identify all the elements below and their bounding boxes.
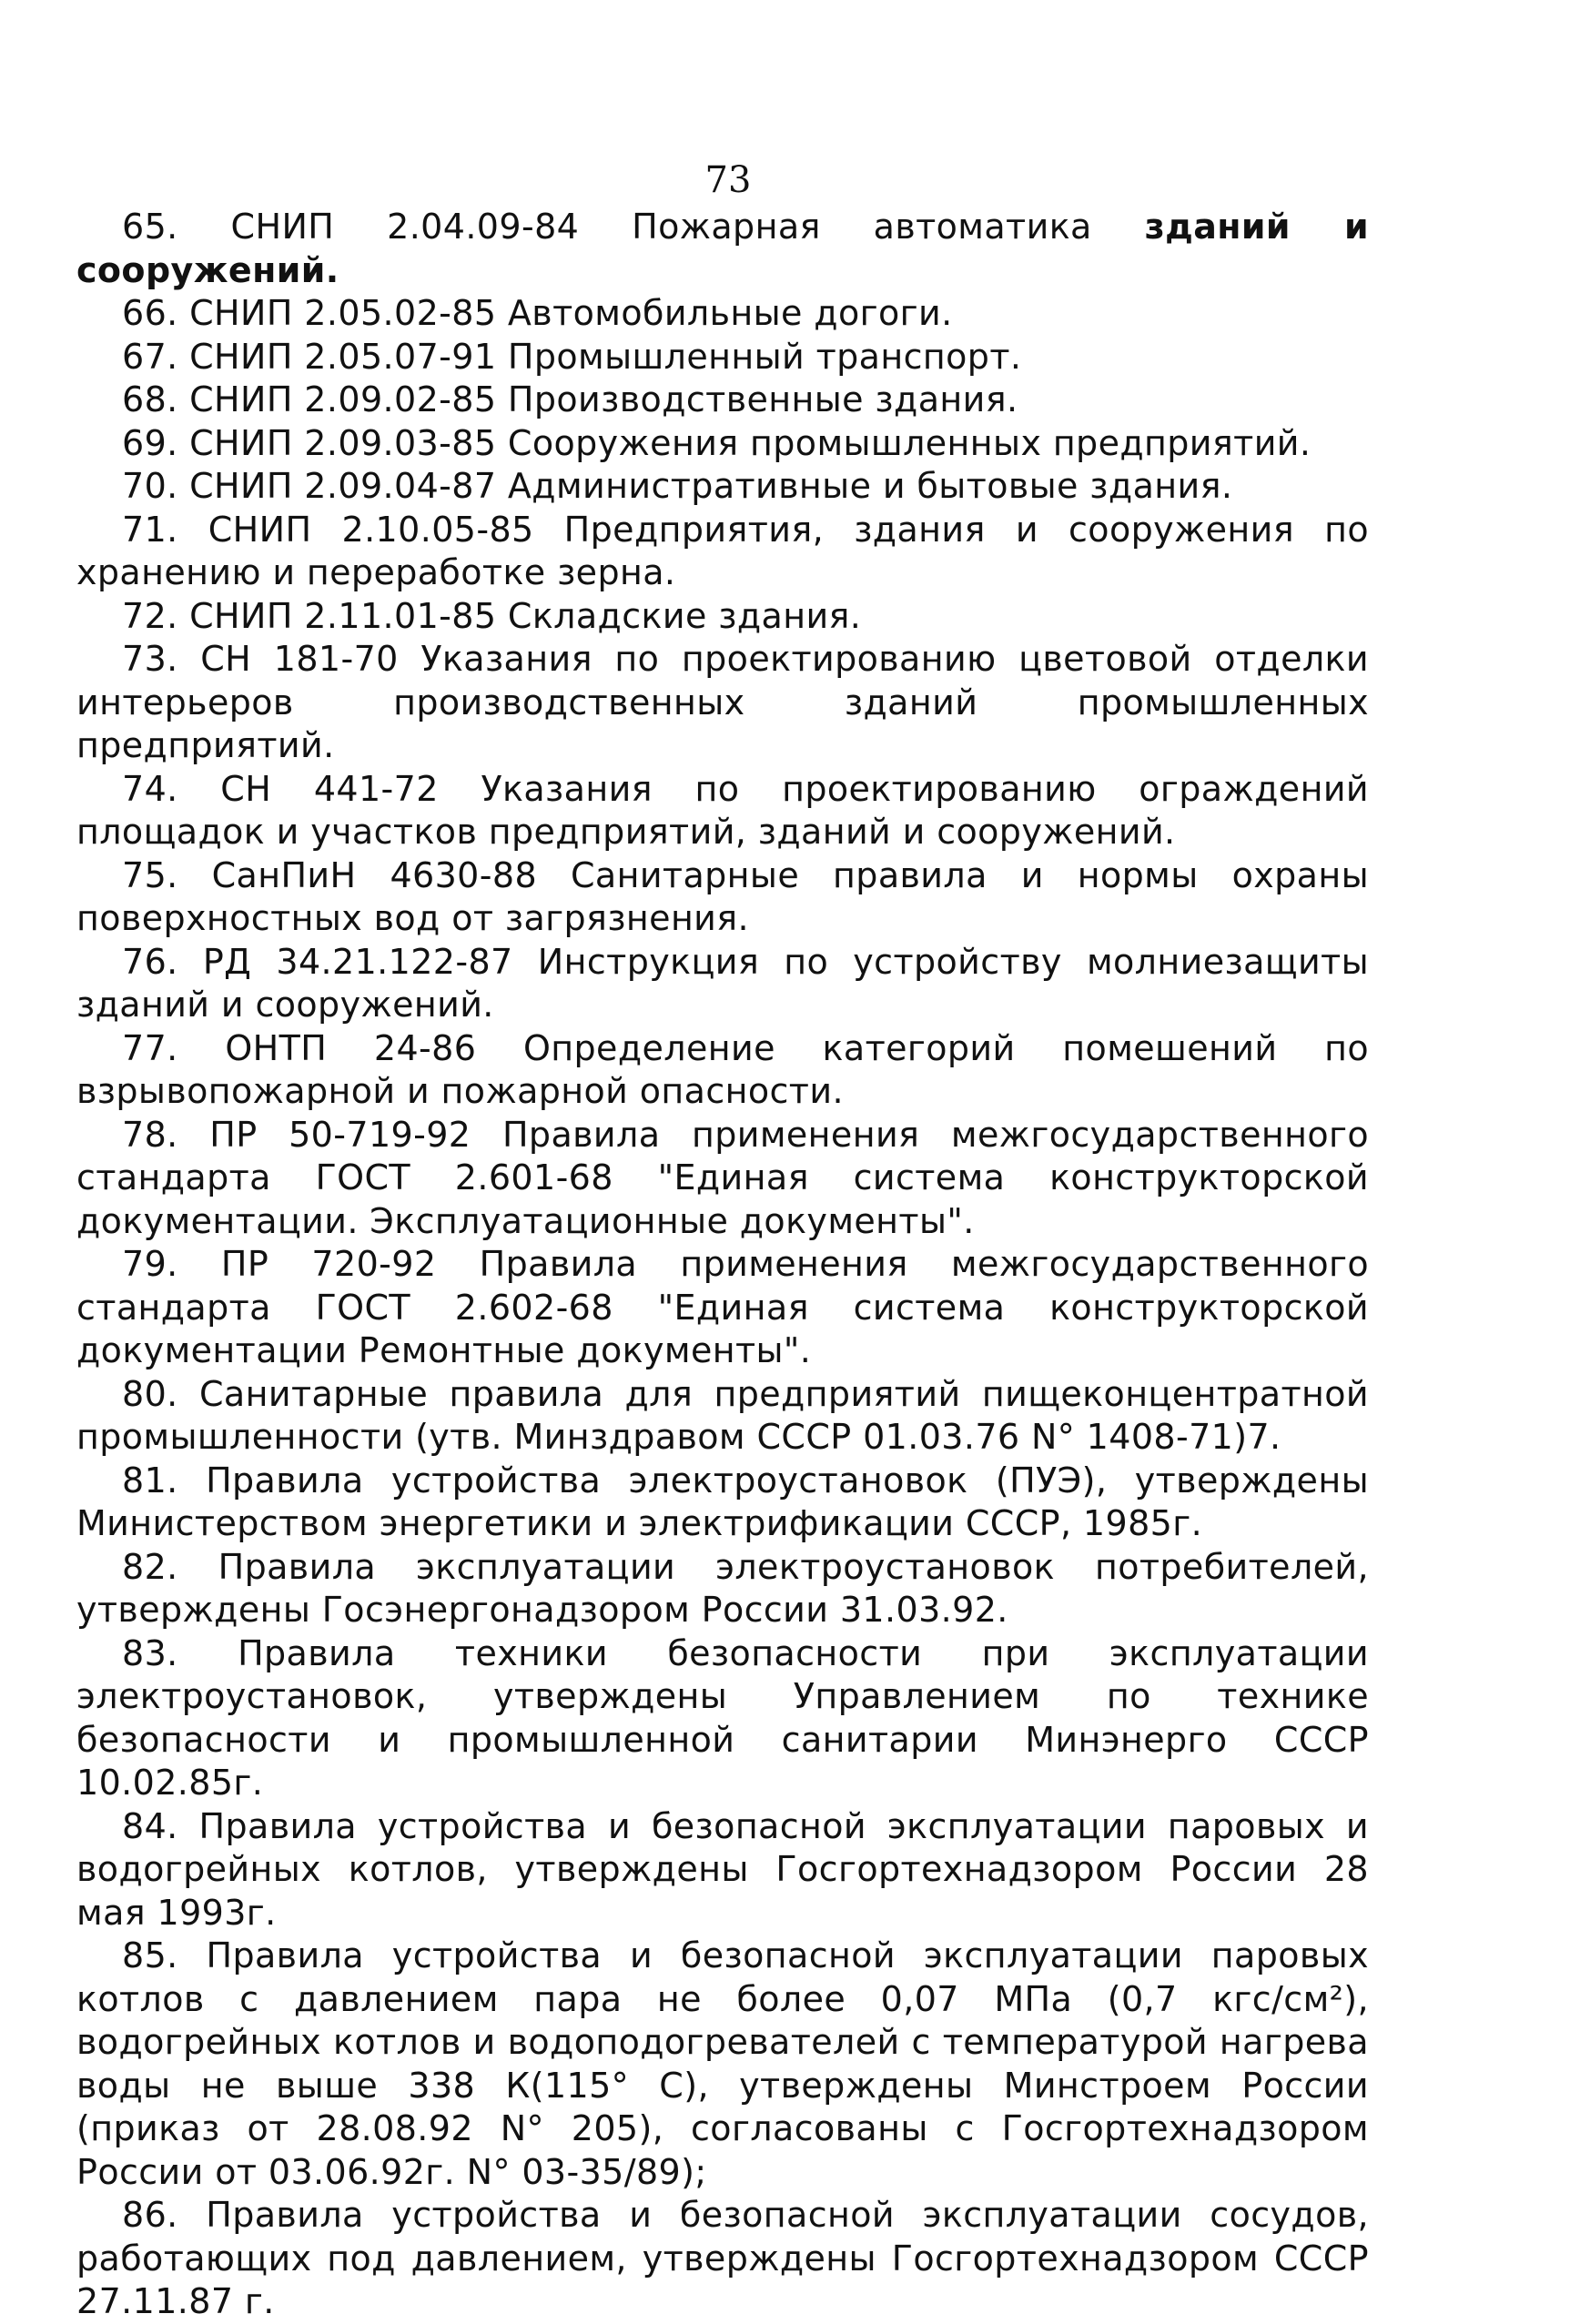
entry-number: 65.: [122, 207, 178, 247]
reference-list: [76, 206, 1369, 2324]
entry-text: Правила устройства и безопасной эксплуатации сосудов, работающих под давлением, утверждены Госгортехнадзором СССР 27.11.87 г.: [76, 2195, 1369, 2321]
entry-text: ПР 720-92 Правила применения межгосударственного стандарта ГОСТ 2.602-68 "Единая система конструкторской документации Ремонтные документы".: [76, 1244, 1370, 1370]
entry-number: 83.: [122, 1632, 178, 1673]
entry-number: 67.: [122, 336, 178, 377]
entry-text-bold: зданий и сооружений.: [76, 207, 1370, 290]
entry-number: 84.: [122, 1805, 178, 1846]
reference-entry: [76, 509, 1369, 595]
entry-text: ПР 50-719-92 Правила применения межгосударственного стандарта ГОСТ 2.601-68 "Единая система конструкторской документации. Эксплуатационные документы".: [76, 1114, 1370, 1241]
entry-text: Правила устройства и безопасной эксплуатации паровых и водогрейных котлов, утверждены Госгортехнадзором России 28 мая 1993г.: [76, 1805, 1369, 1933]
entry-text: СанПиН 4630-88 Санитарные правила и нормы охраны поверхностных вод от загрязнения.: [76, 854, 1369, 938]
entry-number: 79.: [122, 1244, 178, 1284]
entry-number: 80.: [122, 1373, 178, 1414]
entry-number: 77.: [122, 1027, 178, 1068]
entry-number: 66.: [122, 293, 178, 333]
reference-entry: [76, 379, 1369, 422]
reference-entry: [76, 638, 1369, 768]
reference-entry: [76, 941, 1369, 1027]
entry-text: Правила устройства электроустановок (ПУЭ), утверждены Министерством энергетики и электрификации СССР, 1985г.: [76, 1460, 1369, 1543]
reference-entry: [76, 1546, 1369, 1632]
entry-text: Санитарные правила для предприятий пищеконцентратной промышленности (утв. Минздравом СССР 01.03.76 N° 1408-71)7.: [76, 1373, 1369, 1457]
reference-entry: [76, 206, 1369, 292]
entry-text: Правила эксплуатации электроустановок потребителей, утверждены Госэнергонадзором России 31.03.92.: [76, 1546, 1369, 1630]
reference-entry: [76, 1460, 1369, 1546]
entry-text: Правила техники безопасности при эксплуатации электроустановок, утверждены Управлением по технике безопасности и промышленной санитарии Минэнерго СССР 10.02.85г.: [76, 1632, 1370, 1803]
entry-text: СНИП 2.11.01-85 Складские здания.: [189, 595, 862, 636]
reference-entry: [76, 1114, 1369, 1244]
reference-entry: [76, 465, 1369, 509]
entry-text: СНИП 2.04.09-84 Пожарная автоматика: [230, 207, 1145, 247]
entry-number: 81.: [122, 1460, 178, 1500]
entry-number: 85.: [122, 1935, 178, 1975]
reference-entry: [76, 1935, 1369, 2194]
entry-text: Правила устройства и безопасной эксплуатации паровых котлов с давлением пара не более 0,07 МПа (0,7 кгс/см²), водогрейных котлов и водоподогревателей с температурой нагрева воды не выше 338 К(115° С), утверждены Минстроем России (приказ от 28.08.92 N° 205), согласованы с Госгортехнадзором России от 03.06.92г. N° 03-35/89);: [76, 1935, 1369, 2192]
entry-text: СНИП 2.09.02-85 Производственные здания.: [189, 379, 1018, 419]
entry-text: СНИП 2.09.04-87 Административные и бытовые здания.: [189, 466, 1233, 506]
entry-text: СНИП 2.05.02-85 Автомобильные догоги.: [189, 293, 953, 333]
entry-text: СН 181-70 Указания по проектированию цветовой отделки интерьеров производственных зданий промышленных предприятий.: [76, 639, 1370, 765]
entry-text: СНИП 2.09.03-85 Сооружения промышленных предприятий.: [189, 422, 1312, 463]
entry-number: 69.: [122, 422, 178, 463]
reference-entry: [76, 1027, 1369, 1114]
entry-text: РД 34.21.122-87 Инструкция по устройству молниезащиты зданий и сооружений.: [76, 941, 1369, 1025]
reference-entry: [76, 1632, 1369, 1805]
entry-number: 78.: [122, 1114, 178, 1155]
entry-number: 82.: [122, 1546, 178, 1587]
reference-entry: [76, 1805, 1369, 1935]
reference-entry: [76, 292, 1369, 336]
entry-number: 71.: [122, 509, 178, 550]
reference-entry: [76, 422, 1369, 466]
entry-number: 76.: [122, 941, 178, 982]
entry-number: 72.: [122, 595, 178, 636]
entry-number: 74.: [122, 768, 178, 809]
entry-text: СНИП 2.05.07-91 Промышленный транспорт.: [189, 336, 1022, 377]
reference-entry: [76, 1243, 1369, 1373]
reference-entry: [76, 854, 1369, 941]
entry-number: 68.: [122, 379, 178, 419]
entry-text: СНИП 2.10.05-85 Предприятия, здания и сооружения по хранению и переработке зерна.: [76, 509, 1369, 592]
entry-text: СН 441-72 Указания по проектированию ограждений площадок и участков предприятий, зданий и сооружений.: [76, 768, 1370, 852]
reference-entry: [76, 768, 1369, 854]
reference-entry: [76, 336, 1369, 379]
entry-number: 73.: [122, 639, 178, 679]
entry-number: 86.: [122, 2195, 178, 2235]
page-number: 73: [704, 159, 752, 201]
entry-text: ОНТП 24-86 Определение категорий помешений по взрывопожарной и пожарной опасности.: [76, 1027, 1369, 1111]
entry-number: 75.: [122, 854, 178, 895]
reference-entry: [76, 595, 1369, 639]
entry-number: 70.: [122, 466, 178, 506]
reference-entry: [76, 1373, 1369, 1460]
reference-entry: [76, 2194, 1369, 2324]
